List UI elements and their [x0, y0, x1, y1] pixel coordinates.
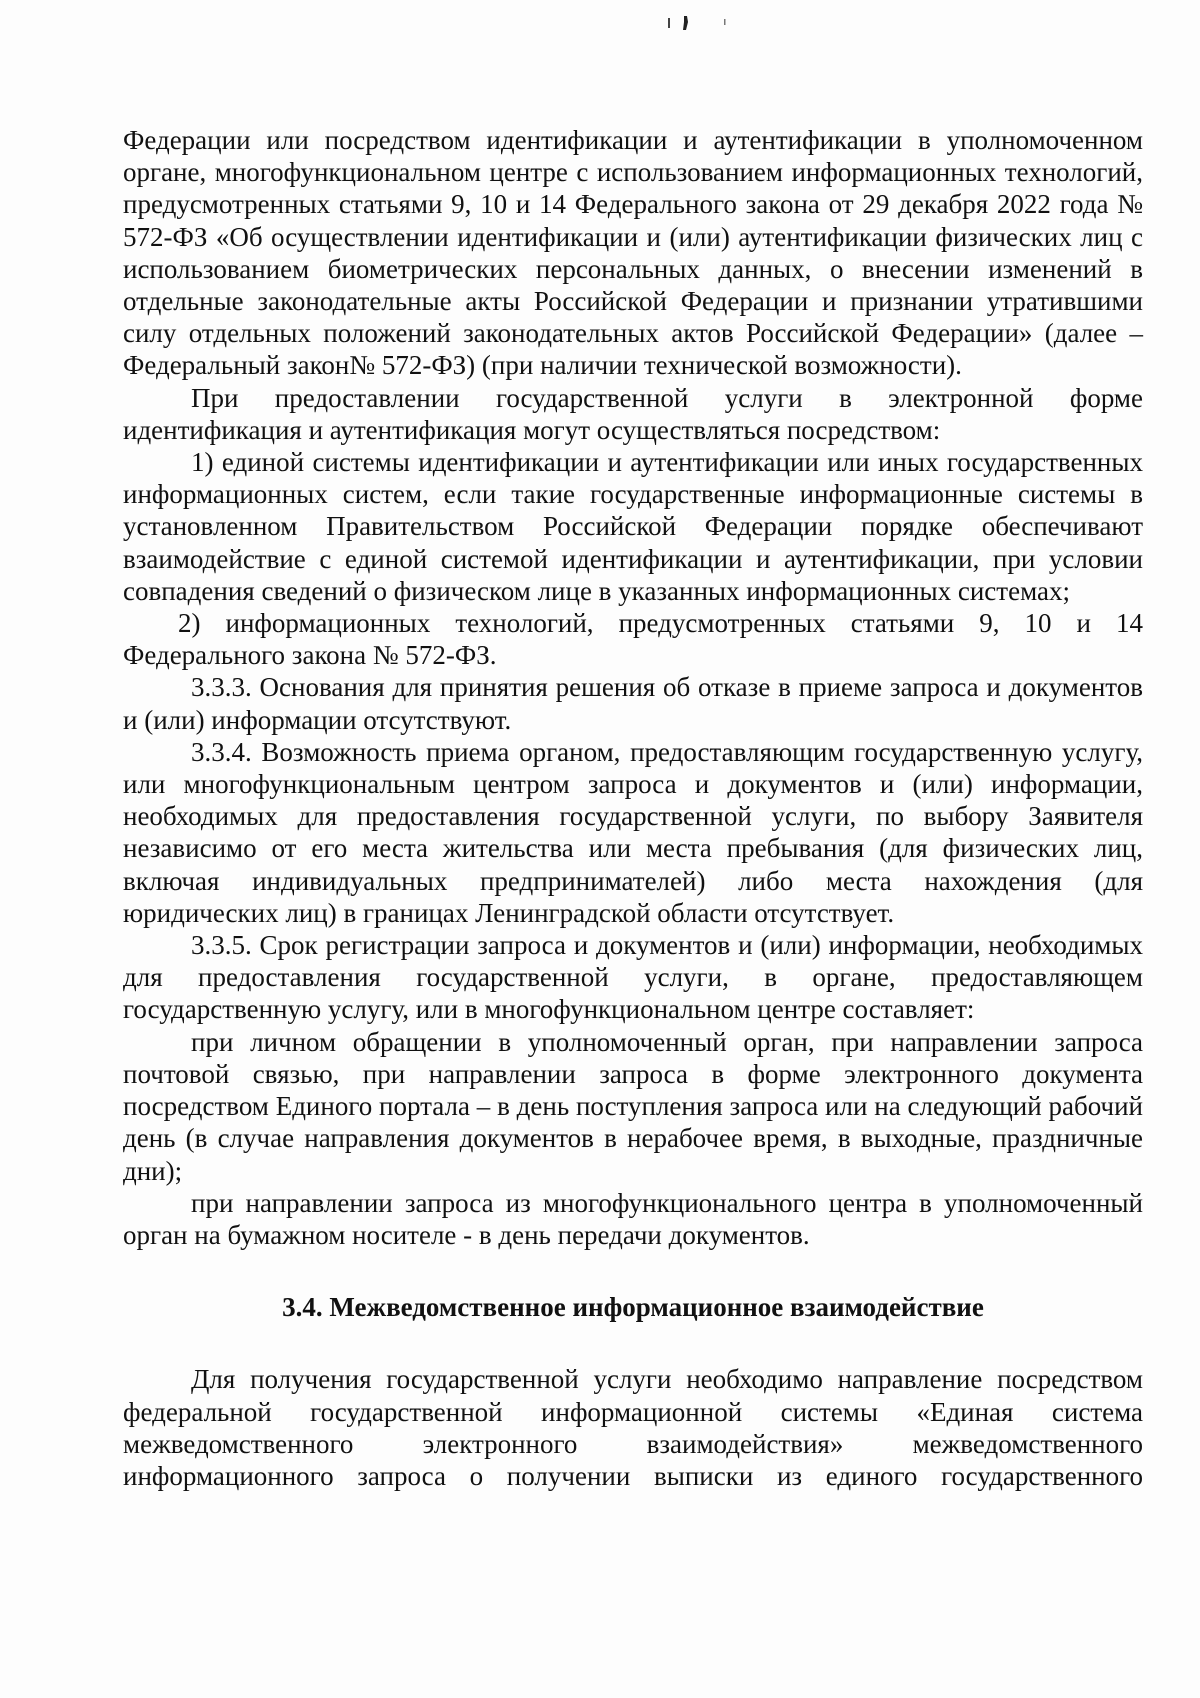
paragraph-3-3-3: 3.3.3. Основания для принятия решения об отказе в приеме запроса и документов и (или) информации отсутствуют. [123, 672, 1143, 735]
document-body [123, 124, 1143, 1492]
paragraph-interagency-request: Для получения государственной услуги необходимо направление посредством федеральной государственной информационной системы «Единая система межведомственного электронного взаимодействия» межведомственного информационного запроса о получении выписки из единого государственного [123, 1364, 1143, 1491]
section-heading: 3.4. Межведомственное информационное взаимодействие [282, 1292, 984, 1323]
list-item-1: 1) единой системы идентификации и аутентификации или иных государственных информационных систем, если такие государственные информационные системы в установленном Правительством Российской Федерации порядке обеспечивают взаимодействие с единой системой идентификации и аутентификации, при условии совпадения сведений о физическом лице в указанных информационных системах; [123, 447, 1143, 606]
paragraph-3-3-4: 3.3.4. Возможность приема органом, предоставляющим государственную услугу, или многофункциональным центром запроса и документов и (или) информации, необходимых для предоставления государственной услуги, по выбору Заявителя независимо от его места жительства или места пребывания (для физических лиц, включая индивидуальных предпринимателей) либо места нахождения (для юридических лиц) в границах Ленинградской области отсутствует. [123, 736, 1143, 928]
paragraph-mfc-paper: при направлении запроса из многофункционального центра в уполномоченный орган на бумажном носителе - в день передачи документов. [123, 1187, 1143, 1250]
paragraph-continuation: Федерации или посредством идентификации и аутентификации в уполномоченном органе, многофункциональном центре с использованием информационных технологий, предусмотренных статьями 9, 10 и 14 Федерального закона от 29 декабря 2022 года № 572-ФЗ «Об осуществлении идентификации и (или) аутентификации физических лиц с использованием биометрических персональных данных, о внесении изменений в отдельные законодательные акты Российской Федерации и признании утратившими силу отдельных положений законодательных актов Российской Федерации» (далее – Федеральный закон№ 572-ФЗ) (при наличии технической возможности). [123, 125, 1143, 381]
paragraph-3-3-5: 3.3.5. Срок регистрации запроса и документов и (или) информации, необходимых для предоставления государственной услуги, в органе, предоставляющем государственную услугу, или в многофункциональном центре составляет: [123, 930, 1143, 1025]
paragraph-personal-appeal: при личном обращении в уполномоченный орган, при направлении запроса почтовой связью, при направлении запроса в форме электронного документа посредством Единого портала – в день поступления запроса или на следующий рабочий день (в случае направления документов в нерабочее время, в выходные, праздничные дни); [123, 1026, 1143, 1186]
paragraph-electronic-identification: При предоставлении государственной услуги в электронной форме идентификация и аутентификация могут осуществляться посредством: [123, 382, 1143, 445]
list-item-2: 2) информационных технологий, предусмотренных статьями 9, 10 и 14 Федерального закона № 572-ФЗ. [123, 608, 1143, 671]
scan-artifact-marks [660, 14, 760, 34]
